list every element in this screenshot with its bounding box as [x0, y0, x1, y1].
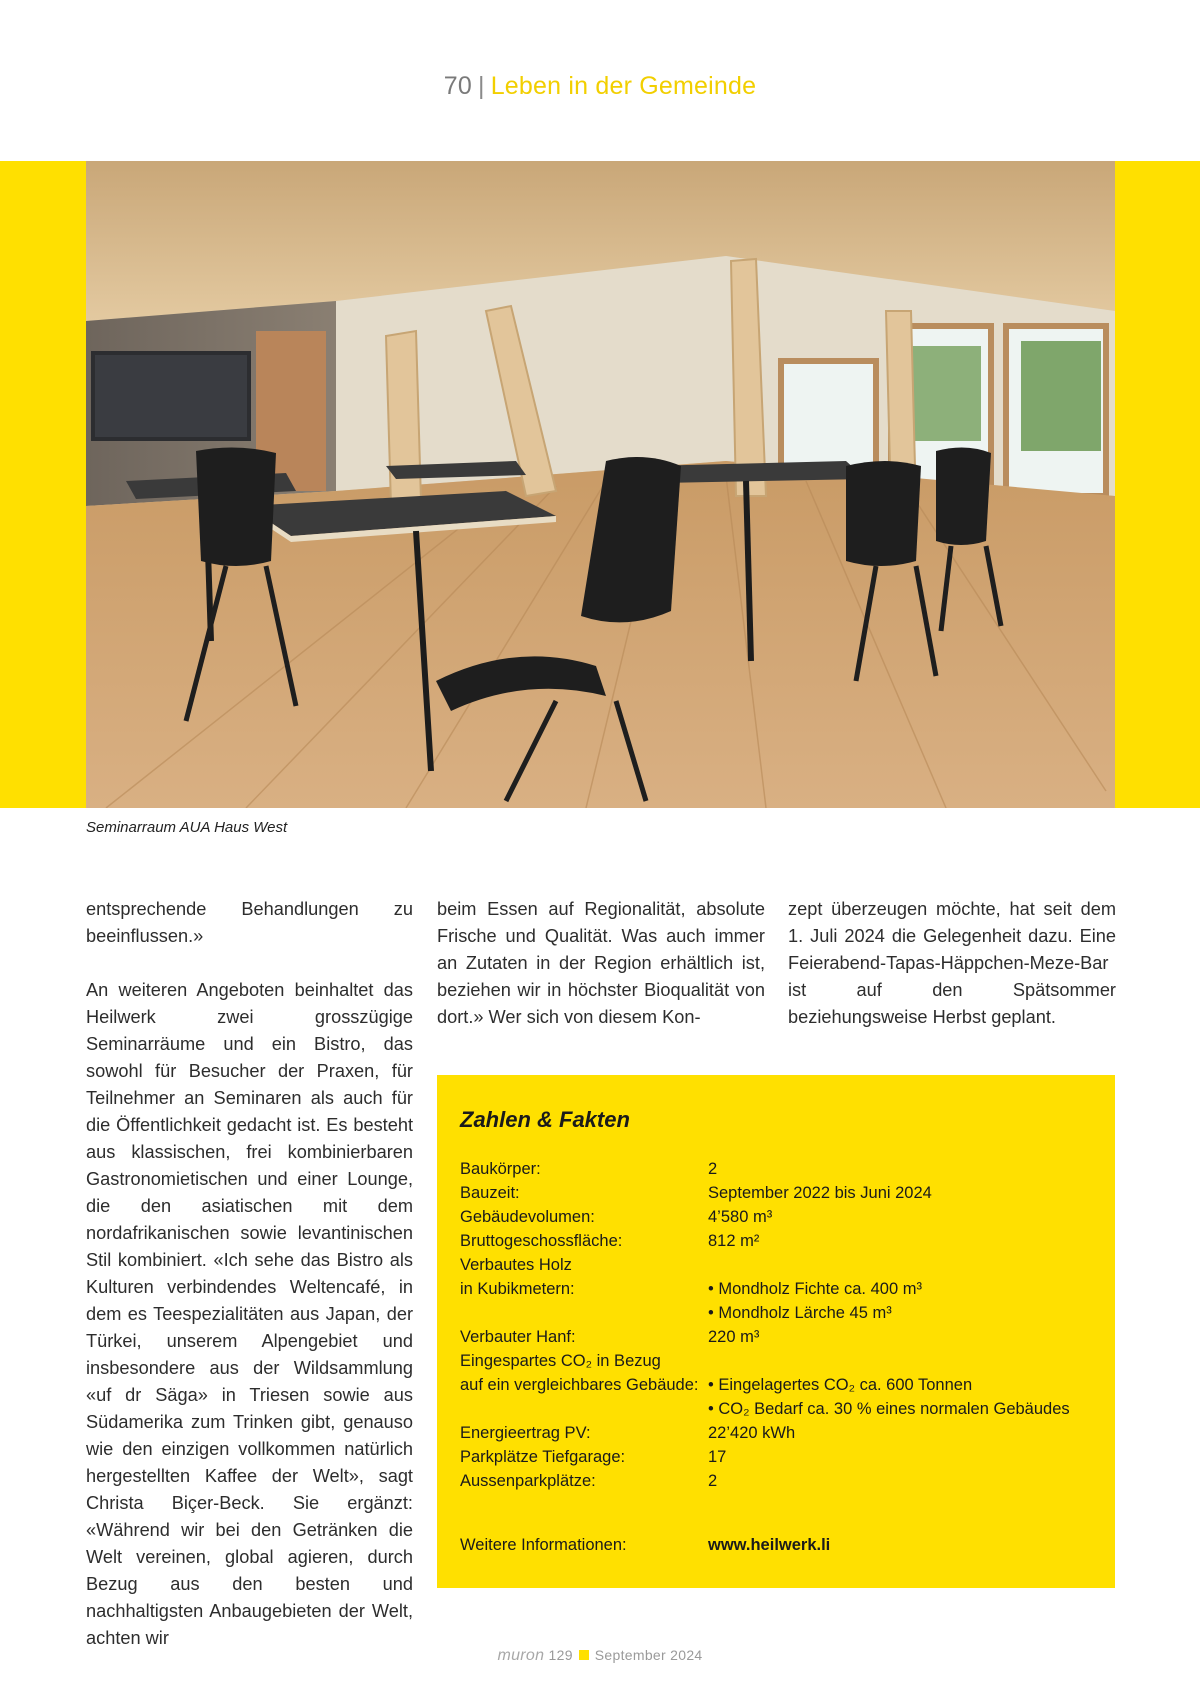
text-column-1 — [86, 896, 413, 1652]
fact-value: • CO₂ Bedarf ca. 30 % eines normalen Gebäudes — [708, 1400, 1070, 1418]
fact-value: 4’580 m³ — [708, 1208, 773, 1226]
fact-value: 220 m³ — [708, 1328, 760, 1346]
facts-list — [460, 1157, 1092, 1493]
paragraph: beim Essen auf Regionalität, absolute Frische und Qualität. Was auch immer an Zutaten in der Region erhältlich ist, beziehen wir in höchster Bioqualität von dort.» Wer sich von diesem Kon- — [437, 899, 765, 1027]
facts-title: Zahlen & Fakten — [460, 1107, 630, 1132]
paragraph: An weiteren Angeboten beinhaltet das Heilwerk zwei grosszügige Seminarräume und ein Bistro, das sowohl für Besucher der Praxen, für Teilnehmer an Seminaren als auch für die Öffentlichkeit gedacht ist. Es besteht aus klassischen, frei kombinierbaren Gastronomietischen und einer Lounge, die den asiatischen mit dem nordafrikanischen sowie levantinischen Stil kombiniert. «Ich sehe das Bistro als Kulturen verbindendes Weltencafé, in dem es Teespezialitäten aus Japan, der Türkei, unserem Alpengebiet und insbesondere aus der Wildsammlung «uf dr Säga» in Triesen sowie aus Südamerika zum Trinken gibt, genauso wie den einzigen vollkommen natürlich hergestellten Kaffee der Welt», sagt Christa Biçer-Beck. Sie ergänzt: «Während wir bei den Getränken die Welt vereinen, global agieren, durch Bezug aus den besten und nachhaltigsten Anbaugebieten der Welt, achten wir — [86, 980, 413, 1648]
fact-row — [460, 1253, 1092, 1277]
fact-value: 2 — [708, 1472, 718, 1490]
fact-value: 812 m² — [708, 1232, 760, 1250]
issue-number: 129 — [548, 1647, 573, 1663]
fact-value: • Mondholz Fichte ca. 400 m³ — [708, 1280, 922, 1298]
fact-row — [460, 1205, 1092, 1229]
fact-row — [460, 1229, 1092, 1253]
header-separator: | — [478, 72, 485, 100]
website-link[interactable]: www.heilwerk.li — [708, 1536, 831, 1554]
fact-key: Baukörper: — [460, 1160, 541, 1178]
more-info-label: Weitere Informationen: — [460, 1536, 627, 1554]
paragraph: entsprechende Behandlungen zu beeinflussen.» — [86, 899, 413, 946]
square-icon — [579, 1650, 589, 1660]
text-column-2 — [437, 896, 765, 1031]
fact-row — [460, 1277, 1092, 1301]
page-number: 70 — [443, 72, 472, 100]
fact-key: Bruttogeschossfläche: — [460, 1232, 623, 1250]
facts-box — [437, 1075, 1115, 1588]
fact-value: • Eingelagertes CO₂ ca. 600 Tonnen — [708, 1376, 973, 1394]
photo-caption: Seminarraum AUA Haus West — [86, 819, 288, 836]
fact-key: Energieertrag PV: — [460, 1424, 591, 1442]
fact-key: Verbautes Holz — [460, 1256, 572, 1274]
fact-row — [460, 1325, 1092, 1349]
fact-key: Bauzeit: — [460, 1184, 520, 1202]
fact-row — [460, 1397, 1092, 1421]
page-footer — [0, 1647, 1200, 1665]
fact-value: • Mondholz Lärche 45 m³ — [708, 1304, 892, 1322]
facts-more-info — [460, 1533, 1092, 1557]
fact-key: Gebäudevolumen: — [460, 1208, 595, 1226]
fact-value: 2 — [708, 1160, 718, 1178]
text-column-3 — [788, 896, 1116, 1031]
fact-key: auf ein vergleichbares Gebäude: — [460, 1376, 699, 1394]
fact-key — [460, 1397, 708, 1421]
fact-value: 17 — [708, 1448, 727, 1466]
fact-value — [708, 1349, 1092, 1373]
fact-row — [460, 1445, 1092, 1469]
fact-value: 22’420 kWh — [708, 1424, 796, 1442]
fact-key: in Kubikmetern: — [460, 1280, 575, 1298]
page-header — [0, 72, 1200, 101]
magazine-brand: muron — [497, 1647, 545, 1664]
fact-value — [708, 1253, 1092, 1277]
seminar-room-photo — [86, 161, 1115, 808]
fact-value: September 2022 bis Juni 2024 — [708, 1184, 932, 1202]
fact-row — [460, 1181, 1092, 1205]
yellow-band-right — [1115, 161, 1200, 808]
fact-row — [460, 1157, 1092, 1181]
fact-row — [460, 1421, 1092, 1445]
fact-key: Eingespartes CO₂ in Bezug — [460, 1352, 661, 1370]
yellow-band-left — [0, 161, 86, 808]
fact-key — [460, 1301, 708, 1325]
section-title: Leben in der Gemeinde — [490, 72, 757, 100]
fact-row — [460, 1349, 1092, 1373]
fact-row — [460, 1373, 1092, 1397]
fact-key: Parkplätze Tiefgarage: — [460, 1448, 626, 1466]
paragraph: zept überzeugen möchte, hat seit dem 1. Juli 2024 die Gelegenheit dazu. Eine Feierabend-Tapas-Häppchen-Meze-Bar ist auf den Spätsommer beziehungsweise Herbst geplant. — [788, 899, 1116, 1027]
fact-key: Verbauter Hanf: — [460, 1328, 576, 1346]
fact-row — [460, 1301, 1092, 1325]
fact-key: Aussenparkplätze: — [460, 1472, 596, 1490]
issue-date: September 2024 — [594, 1647, 703, 1663]
fact-row — [460, 1469, 1092, 1493]
